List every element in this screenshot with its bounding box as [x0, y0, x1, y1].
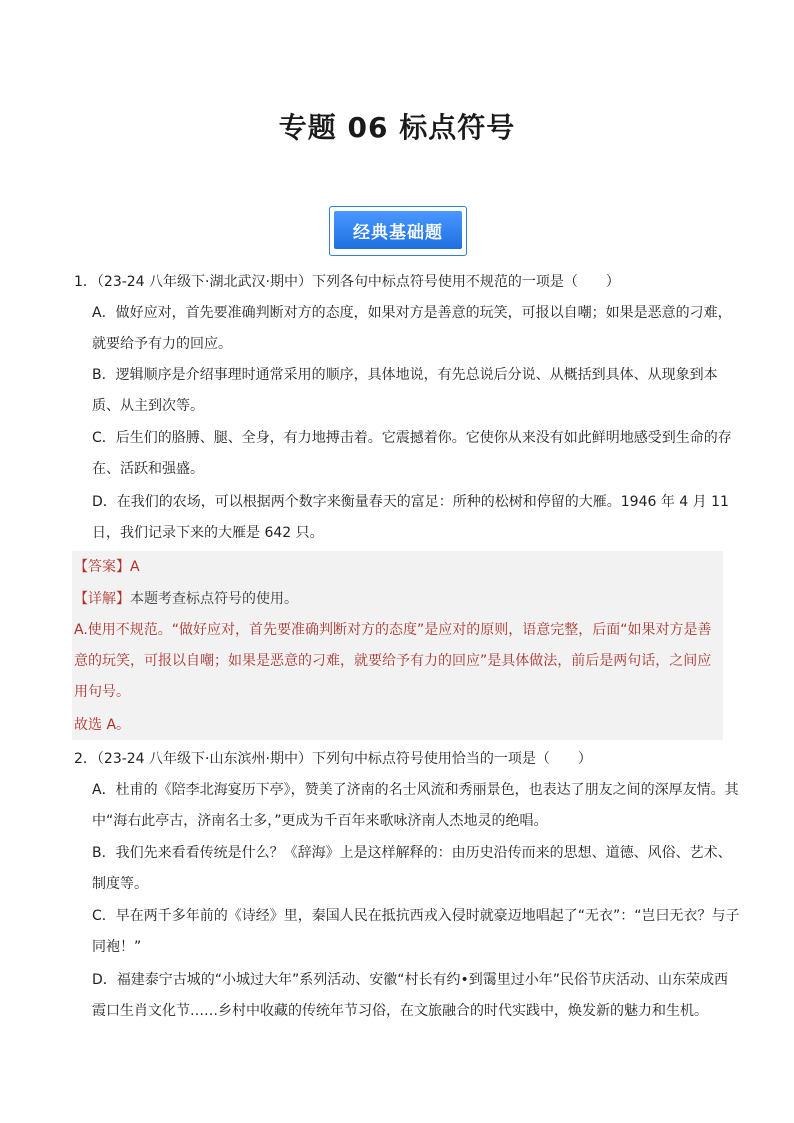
- question-1-option-a: A．做好应对，首先要准确判断对方的态度，如果对方是善意的玩笑，可报以自嘲；如果是恶意的刁难，就要给予有力的回应。: [92, 305, 732, 352]
- detail-line: [74, 589, 298, 609]
- question-2-option-b: B．我们先来看看传统是什么？《辞海》上是这样解释的：由历史沿传而来的思想、道德、风俗、艺术、制度等。: [92, 845, 732, 892]
- answer-conclusion: 故选 A。: [74, 717, 131, 733]
- question-2-option-c: C．早在两千多年前的《诗经》里，秦国人民在抵抗西戎入侵时就豪迈地唱起了“无衣”：“岂曰无衣？与子同袍！”: [92, 908, 740, 955]
- page-title: 专题 06 标点符号: [278, 111, 516, 144]
- detail-tag: 【详解】: [74, 591, 130, 607]
- answer-tag: 【答案】: [74, 559, 130, 575]
- detail-body: A.使用不规范。“做好应对，首先要准确判断对方的态度”是应对的原则，语意完整，后面“如果对方是善意的玩笑，可报以自嘲；如果是恶意的刁难，就要给予有力的回应”是具体做法，前后是两句话，之间应用句号。: [74, 622, 712, 700]
- badge-label: 经典基础题: [334, 211, 462, 249]
- question-1-stem: 1．（23-24 八年级下·湖北武汉·期中）下列各句中标点符号使用不规范的一项是（ ）: [74, 274, 620, 290]
- detail-intro: 本题考查标点符号的使用。: [130, 591, 298, 607]
- question-2-stem: 2．（23-24 八年级下·山东滨州·期中）下列句中标点符号使用恰当的一项是（ ）: [74, 751, 592, 767]
- question-1-option-d: D．在我们的农场，可以根据两个数字来衡量春天的富足：所种的松树和停留的大雁。1946 年 4 月 11 日，我们记录下来的大雁是 642 只。: [92, 494, 729, 541]
- answer-line: [74, 557, 140, 577]
- answer-value: A: [130, 559, 140, 575]
- section-badge: [329, 206, 467, 256]
- question-1-option-b: B．逻辑顺序是介绍事理时通常采用的顺序，具体地说，有先总说后分说、从概括到具体、从现象到本质、从主到次等。: [92, 367, 718, 414]
- question-2-option-a: A．杜甫的《陪李北海宴历下亭》，赞美了济南的名士风流和秀丽景色，也表达了朋友之间的深厚友情。其中“海右此亭古，济南名士多，”更成为千百年来歌咏济南人杰地灵的绝唱。: [92, 782, 739, 829]
- question-1-option-c: C．后生们的胳膊、腿、全身，有力地搏击着。它震撼着你。它使你从来没有如此鲜明地感受到生命的存在、活跃和强盛。: [92, 430, 732, 477]
- question-2-option-d: D．福建泰宁古城的“小城过大年”系列活动、安徽“村长有约•到霭里过小年”民俗节庆活动、山东荣成西霞口生肖文化节……乡村中收藏的传统年节习俗，在文旅融合的时代实践中，焕发新的魅力和生机。: [92, 972, 729, 1019]
